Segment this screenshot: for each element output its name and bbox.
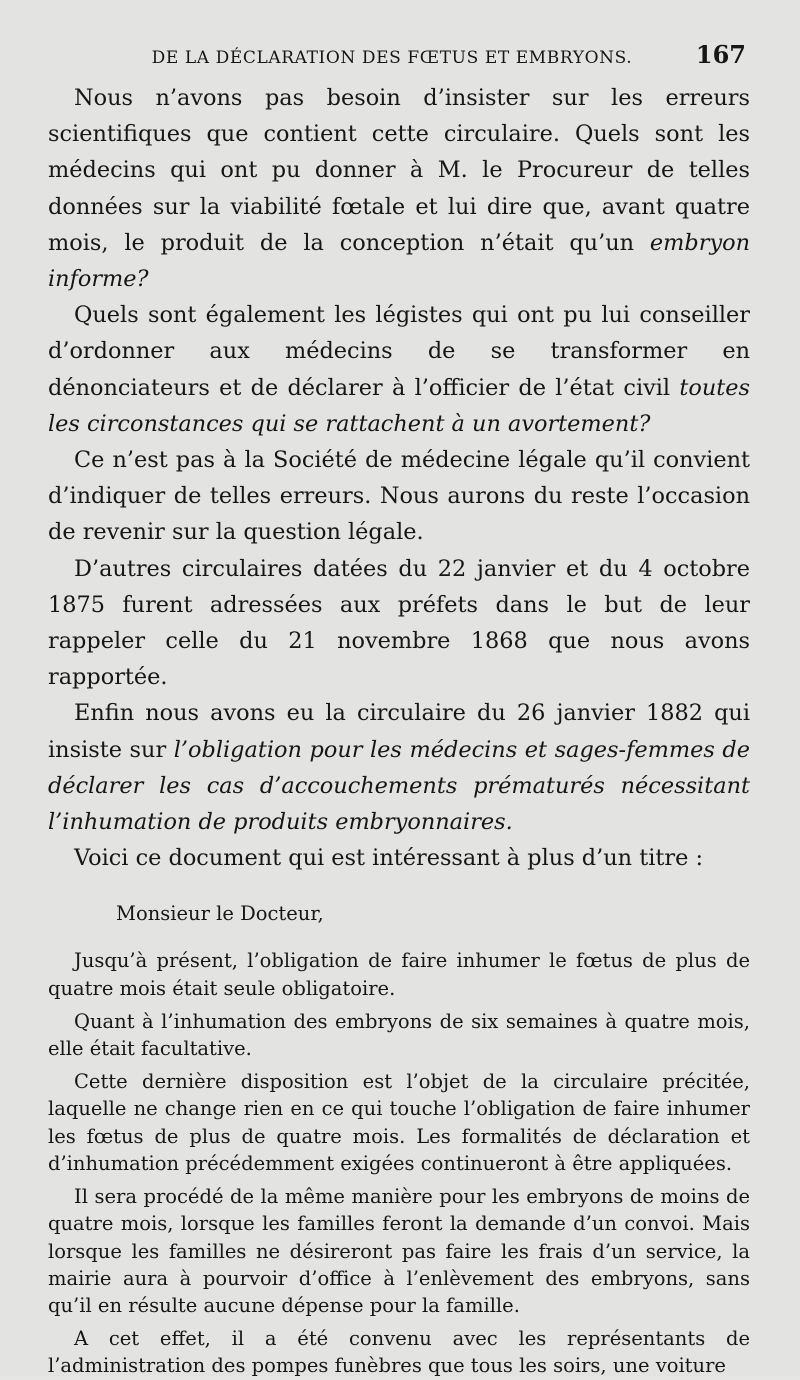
paragraph-1 <box>48 80 750 297</box>
letter-paragraph-5: A cet effet, il a été convenu avec les représentants de l’administration des pompes funèbres que tous les soirs, une voiture <box>48 1327 750 1378</box>
paragraph-2-italic: toutes les circonstances qui se rattachent à un avortement? <box>48 374 751 437</box>
running-head <box>48 40 750 80</box>
quoted-letter <box>48 902 750 1379</box>
paragraph-1-text: Nous n’avons pas besoin d’insister sur les erreurs scientifiques que contient cette circulaire. Quels sont les médecins qui ont pu donner à M. le Procureur de telles données sur la viabilité fœtale et lui dire que, avant quatre mois, le produit de la conception n’était qu’un <box>48 85 750 256</box>
letter-paragraph-2: Quant à l’inhumation des embryons de six semaines à quatre mois, elle était facultative. <box>48 1009 750 1061</box>
paragraph-1-italic: embryon informe? <box>48 229 750 293</box>
page-number: 167 <box>695 40 746 69</box>
running-title: DE LA DÉCLARATION DES FŒTUS ET EMBRYONS. <box>151 48 633 68</box>
paragraph-5 <box>48 695 750 840</box>
paragraph-4: D’autres circulaires datées du 22 janvier et du 4 octobre 1875 furent adressées aux préfets dans le but de leur rappeler celle du 21 novembre 1868 que nous avons rapportée. <box>48 555 750 691</box>
paragraph-5-italic: l’obligation pour les médecins et sages-femmes de déclarer les cas d’accouchements prématurés nécessitant l’inhumation de produits embryonnaires. <box>48 736 750 836</box>
paragraph-6: Voici ce document qui est intéressant à plus d’un titre : <box>74 845 703 872</box>
letter-paragraph-1: Jusqu’à présent, l’obligation de faire inhumer le fœtus de plus de quatre mois était seule obligatoire. <box>48 949 750 1000</box>
letter-paragraph-3: Cette dernière disposition est l’objet de la circulaire précitée, laquelle ne change rien en ce qui touche l’obligation de faire inhumer les fœtus de plus de quatre mois. Les formalités de déclaration et d’inhumation précédemment exigées continueront à être appliquées. <box>48 1070 750 1175</box>
paragraph-2 <box>48 297 750 442</box>
paragraph-2-text: Quels sont également les légistes qui ont pu lui conseiller d’ordonner aux médecins de se transformer en dénonciateurs et de déclarer à l’officier de l’état civil <box>48 302 750 401</box>
letter-paragraph-4: Il sera procédé de la même manière pour les embryons de moins de quatre mois, lorsque les familles feront la demande d’un convoi. Mais lorsque les familles ne désireront pas faire les frais d’un service, la mairie aura à pourvoir d’office à l’enlèvement des embryons, sans qu’il en résulte aucune dépense pour la famille. <box>48 1185 750 1317</box>
paragraph-3: Ce n’est pas à la Société de médecine légale qu’il convient d’indiquer de telles erreurs. Nous aurons du reste l’occasion de revenir sur la question légale. <box>48 447 750 546</box>
paragraph-5-text: Enfin nous avons eu la circulaire du 26 janvier 1882 qui insiste sur <box>48 700 750 763</box>
letter-salutation: Monsieur le Docteur, <box>116 902 324 926</box>
